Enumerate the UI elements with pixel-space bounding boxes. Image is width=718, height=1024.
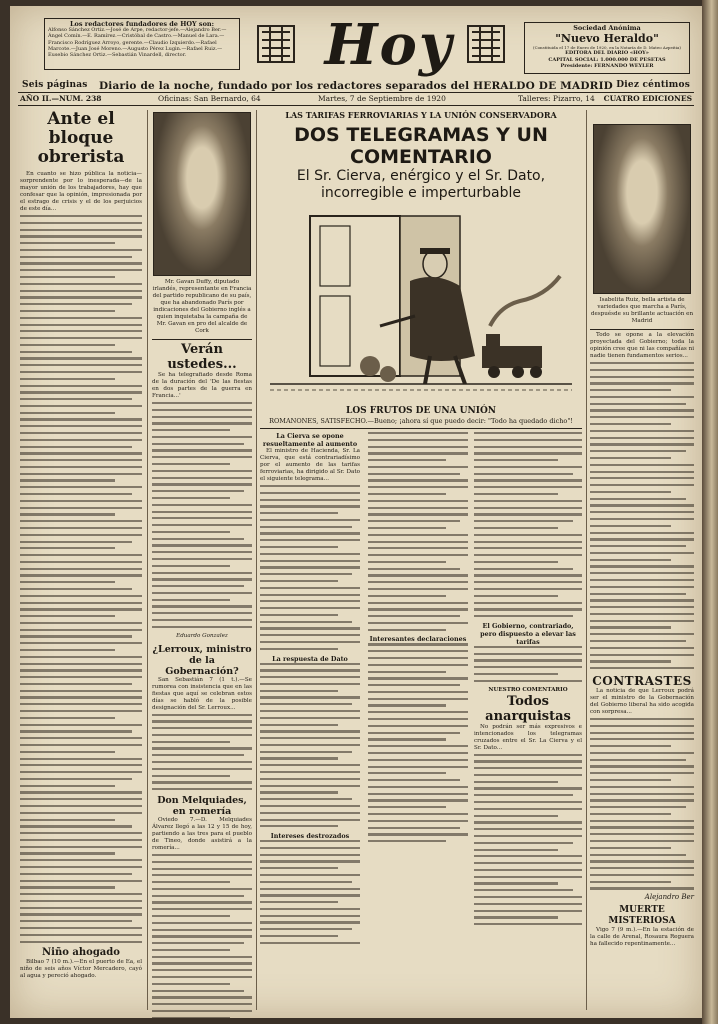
column-rule [586,110,587,1010]
verses-signature: Eduardo Gonzalez [176,632,228,639]
left-lead: En cuanto se hizo pública la noticia—sorprendente por lo inesperada—de la mayor unión de los trabajadores, hay que confesar que la opinión, impresionada por el estrago de crisis y el de los perjuicios de este día... [20,171,142,212]
right-bottom-headline: MUERTE MISTERIOSA [608,905,676,927]
cartoon-title: LOS FRUTOS DE UNA UNIÓN [345,406,497,416]
founders-box [44,18,240,70]
story-lines-1 [260,485,360,650]
story-body: El ministro de Hacienda, Sr. La Cierva, que está contrariadísimo por el aumento de las tarifas ferroviarias, ha dirigido al Sr. Dato el siguiente telegrama... [260,448,360,482]
photo-caption-left: Mr. Gavan Duffy, diputado irlandés, representante en Francia del partido republicano de su país, que ha abandonado París por indicaciones del Gobierno inglés a quien inquietaba la campaña de Mr. Gavan en pro del alcalde de Cork [152,279,252,334]
masthead [18,12,694,90]
company-note: (Constituida el 17 de Enero de 1920, en la Notaría de D. Mateo Azpeitia) [533,45,681,51]
founders-title: Los redactores fundadores de HOY son: [69,20,215,28]
left-bottom-headline: Niño ahogado [42,947,120,959]
edition: CUATRO EDICIONES [603,94,692,103]
story-sub-3: Interesantes declaraciones [369,635,467,644]
article-text [20,215,142,943]
story-lines-3 [260,840,360,944]
commentary-kicker: NUESTRO COMENTARIO [488,686,568,693]
story-lines-6 [474,432,582,617]
commentary-lines [474,754,582,926]
ornament-icon [256,22,296,66]
main-story [260,110,582,932]
commentary-text: No podrán ser más expresivos e intencionados los telegramas cruzados entre el Sr. La Cierva y el Sr. Dato... [474,723,582,751]
lerroux-lines [152,714,252,791]
contrast-headline: CONTRASTES [592,673,692,688]
story-lines-4 [368,432,468,631]
ornament-icon [466,22,506,66]
story-lines-5 [368,643,468,842]
lerroux-headline: ¿Lerroux, ministro de la Gobernación? [152,643,252,677]
workshops: Talleres: Pizarro, 14 [518,94,595,103]
story-lines-2 [260,663,360,828]
company-capital: CAPITAL SOCIAL: 1.000.000 DE PESETAS [548,56,666,63]
story-subcolumn-1 [260,432,360,949]
page-count: Seis páginas [22,80,88,90]
issue-number: AÑO II.—NUM. 238 [20,94,102,103]
story-sub-5: El Gobierno, contrariado, pero dispuesto a elevar las tarifas [480,621,576,646]
cartoon-caption: ROMANONES, SATISFECHO.—Bueno; ¡ahora sí que puedo decir: "Todo ha quedado dicho"! [269,417,573,425]
column-two [152,110,252,1018]
main-subheadline-2: incorregible e imperturbable [320,185,522,201]
portrait-photo-right [593,124,691,294]
company-name: "Nuevo Heraldo" [555,32,659,46]
verses-lines [152,402,252,628]
right-lines [590,362,694,669]
left-column [20,110,142,982]
right-bottom-text: Vigo 7 (9 m.).—En la estación de la calle de Arenal, Rosaura Reguera ha fallecido repentinamente... [590,927,694,948]
founders-names: Alfonso Sánchez Ortiz.—José de Arpe, redactor-jefe.—Alejandro Ber.—Ángel Comín.—E. Ramírez.—Cristóbal de Castro.—Manuel de Lara.—Francisco Rodríguez Arroyo, gerente.—Claudio Izquierdo.—Rafael Marcote.—Juan José Moreno.—Augusto Pérez Lugin.—Rafael Ruiz.—Eusebio Sánchez Ortiz.—Sebastián Vinardell, director. [48,27,227,59]
story-subcolumn-2 [368,432,468,847]
contrast-lines [590,718,694,890]
right-text: Todo se opone a la elevación proyectada del Gobierno; toda la opinión cree que ni las compañías ni nadie tienen fundamentos serios... [590,332,694,359]
story-lines-7 [474,646,582,682]
left-bottom-text: Bilbao 7 (10 m.).—En el puerto de Ea, el niño de seis años Víctor Mercadero, cayó al agua y pereció ahogado. [20,959,142,980]
story-subcolumn-3 [474,432,582,930]
portrait-photo-left [153,112,251,276]
left-headline: Ante el bloque obrerista [37,109,125,167]
melquiades-lines [152,854,252,1018]
signature: Alejandro Ber [644,893,694,902]
top-banner: LAS TARIFAS FERROVIARIAS Y LA UNIÓN CONSERVADORA [285,110,557,120]
melquiades-headline: Don Melquiades, en romería [157,794,247,817]
company-president: Presidente: FERNANDO WEYLER [560,62,654,69]
photo-caption-right: Isabelita Ruiz, bella artista de variedades que marcha a París, despuésde su brillante actuación en Madrid [590,297,694,324]
subtitle-row [18,80,694,92]
main-headline: DOS TELEGRAMAS Y UN COMENTARIO [294,124,548,168]
company-role: EDITORA DEL DIARIO «HOY» [565,50,649,57]
company-box [524,22,690,74]
company-label: Sociedad Anónima [573,24,641,32]
newspaper-page [10,6,702,1018]
lerroux-text: San Sebastián 7 (1 t.).—Se rumorea con insistencia que en las fiestas que aquí se celebran estos días se habló de la posible designación del Sr. Lerroux... [152,676,252,711]
melquiades-text: Oviedo 7.—D. Melquiades Álvarez llegó a las 12 y 15 de hoy, partiendo a las tres para el pueblo de Tineo, donde asistirá a la romería... [152,816,252,851]
dateline [18,92,694,106]
editorial-cartoon [260,206,582,406]
tagline: Diario de la noche, fundado por los redactores separados del HERALDO DE MADRID [99,80,613,92]
logo: Hoy [324,12,454,78]
main-subheadline-1: El Sr. Cierva, enérgico y el Sr. Dato, [296,168,546,184]
story-sub-4: Intereses destrozados [270,832,350,841]
commentary-headline: Todos anarquistas [485,693,571,724]
story-sub-2: La respuesta de Dato [272,654,348,663]
column-rule [256,110,257,1010]
verses-text: Se ha telegrafiado desde Roma de la duración del 'De las fiestas en dos partes de la guerra en Francia...' [152,372,252,399]
story-sub-1: La Cierva se opone resueltamente al aumento [262,432,358,448]
price: Diez céntimos [616,80,690,90]
column-rule [147,110,148,1010]
issue-date: Martes, 7 de Septiembre de 1920 [318,94,446,103]
right-column [590,110,694,950]
book-spine [702,0,718,1024]
contrast-text: La noticia de que Lerroux podrá ser el ministro de la Gobernación del Gobierno liberal ha sido acogida con sorpresa... [590,687,694,715]
verses-headline: Verán ustedes... [167,342,237,372]
offices: Oficinas: San Bernardo, 64 [158,94,261,103]
